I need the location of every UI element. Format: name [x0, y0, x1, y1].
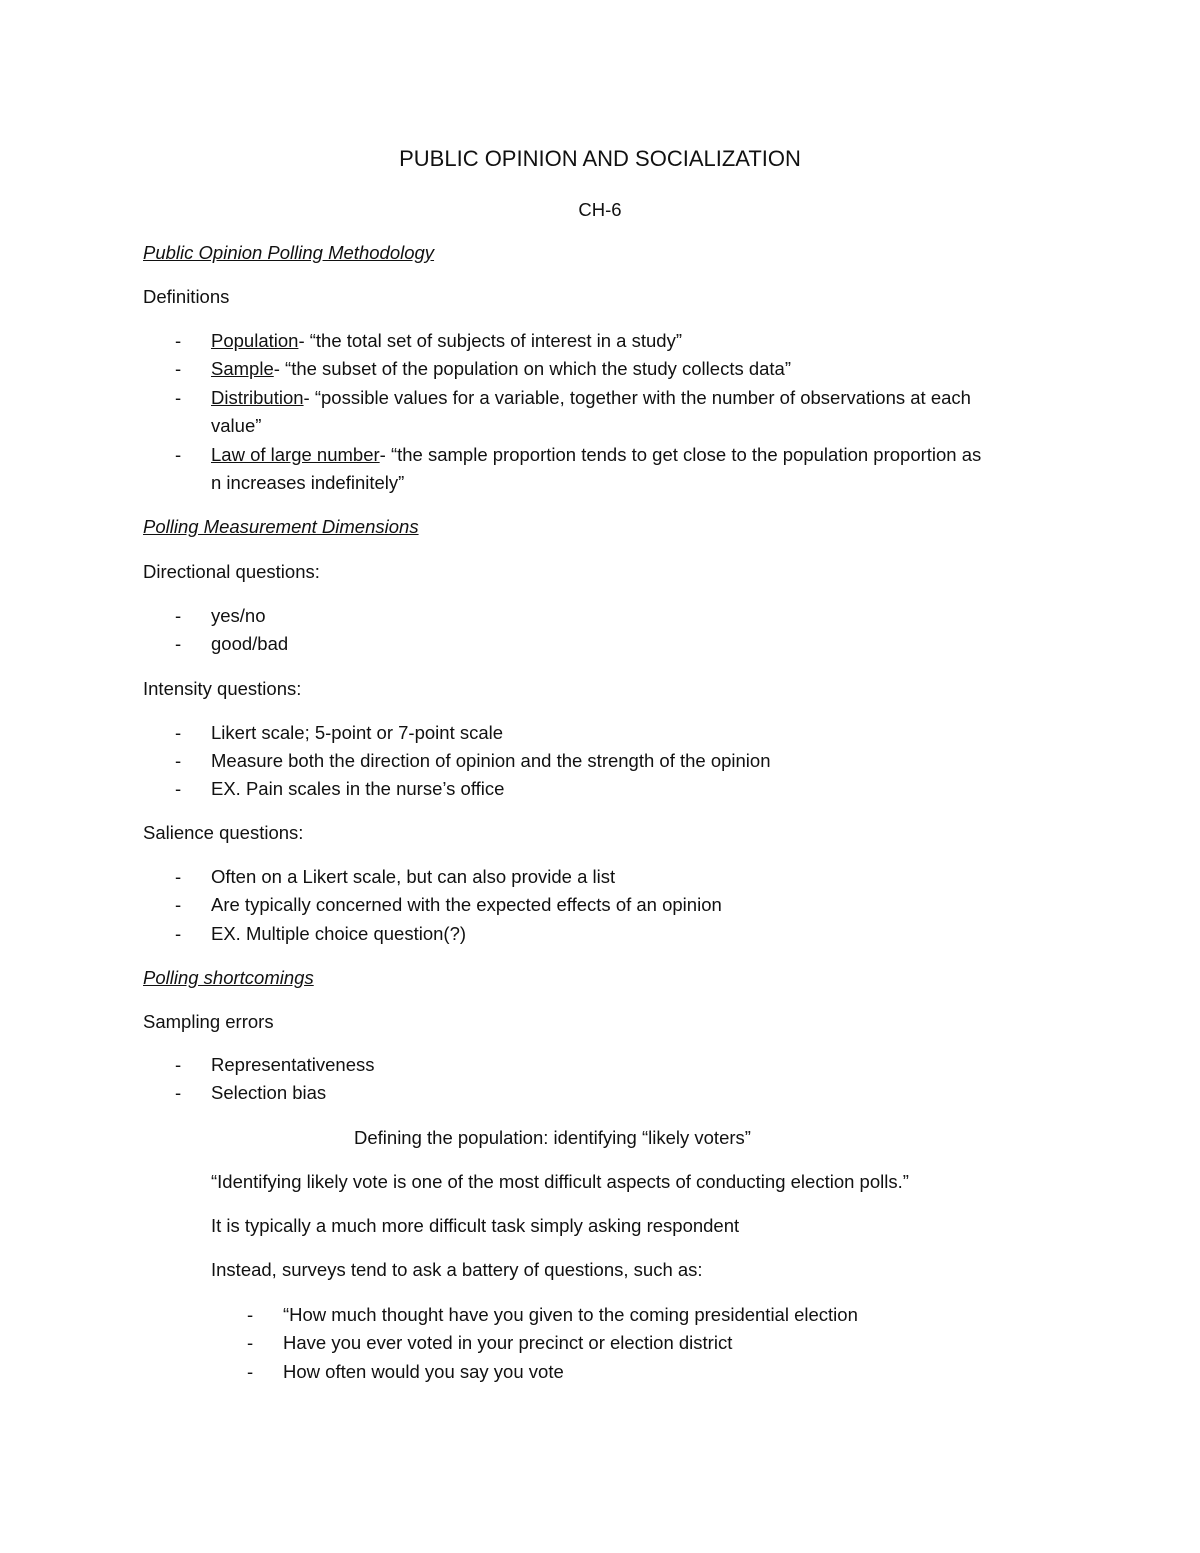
- subheading-directional: Directional questions:: [143, 561, 320, 582]
- list-item: Representativeness: [211, 1054, 375, 1075]
- paragraph: It is typically a much more difficult task simply asking respondent: [211, 1215, 740, 1236]
- list-dash: -: [175, 750, 182, 771]
- list-item: Often on a Likert scale, but can also provide a list: [211, 866, 616, 887]
- definition-text: - “the sample proportion tends to get close to the population proportion as: [379, 444, 982, 465]
- subheading-sampling-errors: Sampling errors: [143, 1011, 274, 1032]
- list-dash: -: [247, 1361, 254, 1382]
- term-distribution: Distribution: [211, 387, 304, 408]
- term-population: Population: [211, 330, 299, 351]
- definition-text: - “the total set of subjects of interest in a study”: [298, 330, 682, 351]
- list-item: good/bad: [211, 633, 289, 654]
- list-dash: -: [175, 633, 182, 654]
- section-heading-methodology: Public Opinion Polling Methodology: [143, 242, 435, 263]
- paragraph: Instead, surveys tend to ask a battery of questions, such as:: [211, 1259, 703, 1280]
- definition-continuation: value”: [211, 415, 262, 436]
- list-dash: -: [247, 1304, 254, 1325]
- list-item: Selection bias: [211, 1082, 327, 1103]
- list-item: Are typically concerned with the expected effects of an opinion: [211, 894, 722, 915]
- list-dash: -: [175, 358, 182, 379]
- list-dash: -: [175, 722, 182, 743]
- term-law-of-large-number: Law of large number: [211, 444, 380, 465]
- list-dash: -: [175, 778, 182, 799]
- list-item: EX. Multiple choice question(?): [211, 923, 467, 944]
- chapter-label: CH-6: [578, 199, 622, 220]
- list-dash: -: [175, 444, 182, 465]
- subheading-definitions: Definitions: [143, 286, 230, 307]
- list-dash: -: [175, 1054, 182, 1075]
- definition-continuation: n increases indefinitely”: [211, 472, 405, 493]
- list-item: How often would you say you vote: [283, 1361, 564, 1382]
- list-item: Likert scale; 5-point or 7-point scale: [211, 722, 504, 743]
- list-item: EX. Pain scales in the nurse’s office: [211, 778, 505, 799]
- term-sample: Sample: [211, 358, 274, 379]
- list-dash: -: [175, 330, 182, 351]
- list-dash: -: [175, 605, 182, 626]
- subheading-intensity: Intensity questions:: [143, 678, 302, 699]
- list-item: Measure both the direction of opinion and the strength of the opinion: [211, 750, 771, 771]
- section-heading-shortcomings: Polling shortcomings: [143, 967, 314, 988]
- definition-text: - “possible values for a variable, together with the number of observations at each: [303, 387, 971, 408]
- list-dash: -: [175, 866, 182, 887]
- page-title: PUBLIC OPINION AND SOCIALIZATION: [399, 146, 801, 171]
- list-dash: -: [175, 923, 182, 944]
- list-item: yes/no: [211, 605, 266, 626]
- definition-text: - “the subset of the population on which the study collects data”: [273, 358, 792, 379]
- list-dash: -: [175, 1082, 182, 1103]
- quote-paragraph: “Identifying likely vote is one of the most difficult aspects of conducting election polls.”: [211, 1171, 909, 1192]
- list-item: “How much thought have you given to the coming presidential election: [283, 1304, 858, 1325]
- list-dash: -: [247, 1332, 254, 1353]
- subheading-salience: Salience questions:: [143, 822, 304, 843]
- list-item: Have you ever voted in your precinct or election district: [283, 1332, 733, 1353]
- defining-population-heading: Defining the population: identifying “likely voters”: [354, 1127, 751, 1148]
- list-dash: -: [175, 387, 182, 408]
- section-heading-dimensions: Polling Measurement Dimensions: [143, 516, 419, 537]
- list-dash: -: [175, 894, 182, 915]
